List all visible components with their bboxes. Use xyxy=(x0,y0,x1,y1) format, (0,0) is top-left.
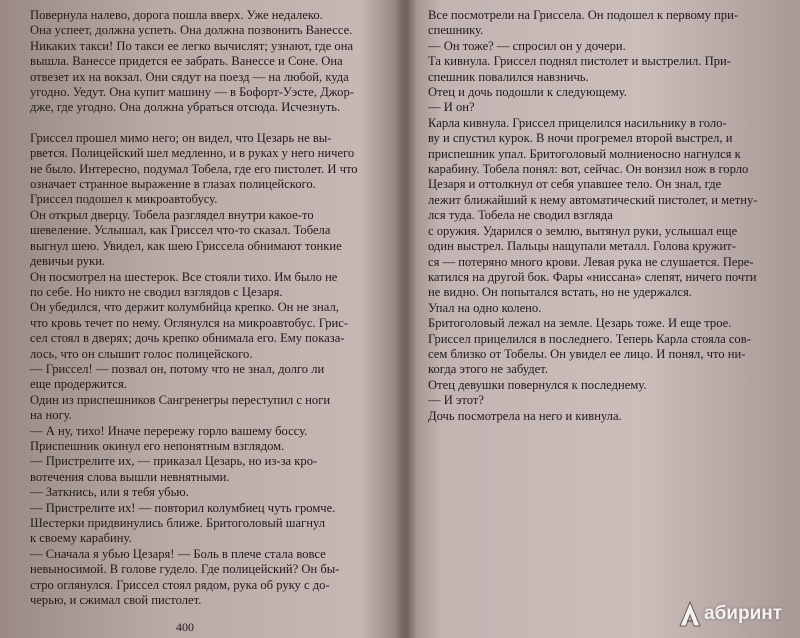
left-page-text-line: дже, где угодно. Она должна убраться отсюда. Исчезнуть. xyxy=(30,100,341,115)
left-page-text-line: невыносимой. В голове гудело. Где полицейский? Он бы- xyxy=(30,562,340,577)
right-page-text-line: Та кивнула. Гриссел поднял пистолет и выстрелил. При- xyxy=(428,54,731,69)
right-page-text-line: не видно. Он попытался встать, но не удержался. xyxy=(428,285,692,300)
left-page-text-line: сел стоял в дверях; дочь крепко обнимала его. Ему показа- xyxy=(30,331,345,346)
right-page-text-line: — И этот? xyxy=(428,393,484,408)
left-page-text-line: лось, что он слышит голос полицейского. xyxy=(30,346,253,361)
right-page-text-line: Отец и дочь подошли к следующему. xyxy=(428,85,627,100)
left-page-text-line: рвется. Полицейский шел медленно, и в руках у него ничего xyxy=(30,146,355,161)
right-page-text xyxy=(428,8,783,424)
left-page-text-line: Он посмотрел на шестерок. Все стояли тихо. Им было не xyxy=(30,269,338,284)
right-page-text-line: катился на другой бок. Фары «ниссана» слепят, ничего почти xyxy=(428,269,757,284)
left-page-text xyxy=(30,8,390,608)
page-number: 400 xyxy=(176,620,194,634)
right-page-text-line: карабину. Тобела понял: вот, сейчас. Он вонзил нож в горло xyxy=(428,162,749,177)
left-page-text-line: означает странное выражение в глазах полицейского. xyxy=(30,177,316,192)
right-page xyxy=(428,8,783,424)
left-page-text-line: Приспешник окинул его непонятным взглядом. xyxy=(30,438,285,453)
right-page-text-line: Отец девушки повернулся к последнему. xyxy=(428,377,647,392)
left-page-text-line: девичьи руки. xyxy=(30,254,106,269)
left-page-text-line: Он открыл дверцу. Тобела разглядел внутри какое-то xyxy=(30,207,314,222)
right-page-text-line: Дочь посмотрела на него и кивнула. xyxy=(428,408,622,423)
left-page-text-line: — Сначала я убью Цезаря! — Боль в плече стала вовсе xyxy=(30,546,326,561)
right-page-text-line: ся — потеряно много крови. Левая рука не слушается. Пере- xyxy=(428,254,754,269)
right-page-text-line: лежит ближайший к нему автоматический пистолет, и метну- xyxy=(428,192,758,207)
right-page-text-line: Цезаря и оттолкнул от себя упавшее тело. Он знал, где xyxy=(428,177,722,192)
left-page-text-line: вышла. Ванессе придется ее забрать. Ванессе и Соне. Она xyxy=(30,54,343,69)
left-page-text-line: что кровь течет по нему. Оглянулся на микроавтобус. Грис- xyxy=(30,315,349,330)
right-page-text-line: приспешник упал. Бритоголовый молниеносно нагнулся к xyxy=(428,146,741,161)
left-page-text-line: — Пристрелите их, — приказал Цезарь, но из-за кро- xyxy=(30,454,318,469)
right-page-text-line: — И он? xyxy=(428,100,475,115)
left-page-text-line: Один из приспешников Сангренегры переступил с ноги xyxy=(30,392,331,407)
left-page-text-line: Никаких такси! По такси ее легко вычислят; узнают, где она xyxy=(30,38,354,53)
left-page-text-line: шевеление. Услышал, как Гриссел что-то сказал. Тобела xyxy=(30,223,331,238)
right-page-text-line: Все посмотрели на Гриссела. Он подошел к первому при- xyxy=(428,8,739,22)
left-page-text-line: Гриссел прошел мимо него; он видел, что Цезарь не вы- xyxy=(30,130,332,145)
left-page-text-line: Шестерки придвинулись ближе. Бритоголовый шагнул xyxy=(30,516,325,530)
left-page-text-line: к своему карабину. xyxy=(30,531,132,546)
right-page-text-line: Упал на одно колено. xyxy=(428,300,542,315)
left-page-text-line: Он убедился, что держит колумбийца крепко. Он не знал, xyxy=(30,300,339,315)
left-page-text-line: вотечения слова вышли невнятными. xyxy=(30,469,230,484)
left-page-text-line: выгнул шею. Увидел, как шею Гриссела обнимают тонкие xyxy=(30,238,342,253)
left-page-text-line: Повернула налево, дорога пошла вверх. Уже недалеко. xyxy=(30,8,323,22)
left-page-text-line: Она успеет, должна успеть. Она должна позвонить Ванессе. xyxy=(30,23,353,38)
left-page-text-line: еще продержится. xyxy=(30,377,127,392)
left-page-text-line: — Пристрелите их! — повторил колумбиец чуть громче. xyxy=(30,500,336,515)
right-page-text-line: Карла кивнула. Гриссел прицелился насильнику в голо- xyxy=(428,115,727,130)
right-page-text-line: когда этого не забудет. xyxy=(428,362,548,377)
left-page-text-line: — Заткнись, или я тебя убью. xyxy=(30,485,189,500)
labirint-watermark xyxy=(678,594,798,634)
book-gutter xyxy=(395,0,417,638)
right-page-text-line: Гриссел прицелился в последнего. Теперь Карла стояла сов- xyxy=(428,331,751,346)
watermark-text: абиринт xyxy=(704,603,783,624)
right-page-text-line: спешник повалился навзничь. xyxy=(428,69,589,84)
left-page-text-line: отвезет их на вокзал. Они сядут на поезд — на любой, куда xyxy=(30,69,349,84)
left-page-text-line: — Гриссел! — позвал он, потому что не знал, долго ли xyxy=(30,361,325,376)
left-page-text-line: не было. Интересно, подумал Тобела, где его пистолет. И что xyxy=(30,161,358,176)
right-page-text-line: — Он тоже? — спросил он у дочери. xyxy=(428,38,626,53)
left-page-text-line: по себе. Но никто не сводил взглядов с Цезаря. xyxy=(30,284,283,299)
left-page xyxy=(30,8,390,608)
left-page-text-line: — А ну, тихо! Иначе перережу горло вашему боссу. xyxy=(30,423,308,438)
right-page-text-line: спешнику. xyxy=(428,23,484,38)
right-page-text-line: один выстрел. Пальцы нащупали металл. Голова кружит- xyxy=(428,239,736,254)
right-page-text-line: с оружия. Ударился о землю, вытянул руки, услышал еще xyxy=(428,223,738,238)
left-page-text-line: стро оглянулся. Гриссел стоял рядом, рука об руку с до- xyxy=(30,577,330,592)
left-page-text-line: угодно. Уедут. Она купит машину — в Бофорт-Уэсте, Джор- xyxy=(30,85,354,100)
left-page-text-line: на ногу. xyxy=(30,408,72,423)
left-page-text-line: черью, и сжимал свой пистолет. xyxy=(30,593,202,608)
right-page-text-line: Бритоголовый лежал на земле. Цезарь тоже. И еще трое. xyxy=(428,316,732,331)
right-page-text-line: сем близко от Тобелы. Он увидел ее лицо. И понял, что ни- xyxy=(428,346,746,361)
labirint-logo-icon xyxy=(678,600,702,628)
left-page-text-line xyxy=(30,116,390,131)
right-page-text-line: лся туда. Тобела не сводил взгляда xyxy=(428,208,613,223)
right-page-text-line: ву и спустил курок. В ночи прогремел второй выстрел, и xyxy=(428,131,733,146)
left-page-text-line: Гриссел подошел к микроавтобусу. xyxy=(30,192,218,207)
